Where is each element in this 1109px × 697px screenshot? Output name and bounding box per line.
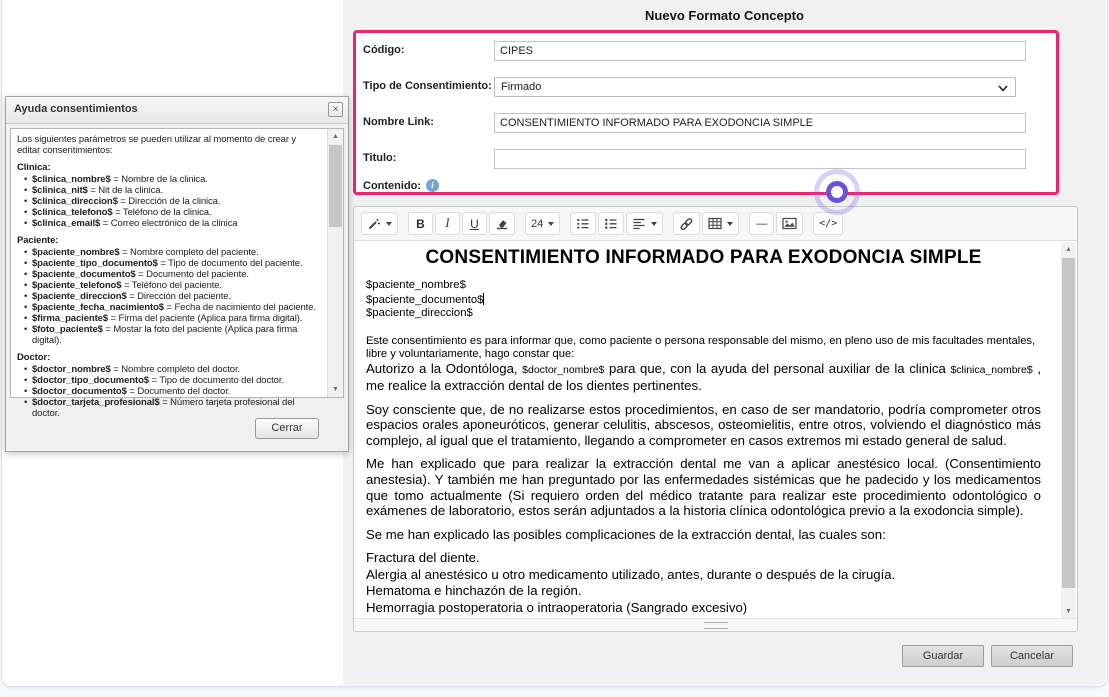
- help-scrollbar[interactable]: [327, 129, 343, 397]
- link-icon: [679, 217, 694, 231]
- help-parameter-item: • $paciente_nombre$ = Nombre completo del paciente.: [17, 247, 321, 258]
- help-parameter-item: • $paciente_documento$ = Documento del paciente.: [17, 269, 321, 280]
- editor-content-area[interactable]: [354, 241, 1077, 620]
- scroll-down-icon[interactable]: ▼: [1065, 608, 1072, 615]
- editor-statusbar: [354, 618, 1077, 631]
- help-parameter-item: • $paciente_telefono$ = Teléfono del paciente.: [17, 280, 321, 291]
- eraser-icon: [495, 217, 509, 230]
- insert-image-button[interactable]: [776, 212, 803, 235]
- variable-line: $paciente_nombre$: [366, 279, 466, 291]
- tipo-consentimiento-label: Tipo de Consentimiento:: [363, 80, 492, 92]
- style-magic-button[interactable]: [361, 212, 398, 235]
- help-section-title: Paciente:: [17, 235, 59, 246]
- help-parameter-item: • $firma_paciente$ = Firma del paciente (Aplica para firma digital).: [17, 313, 321, 324]
- help-dialog-titlebar[interactable]: [6, 97, 348, 124]
- underline-button[interactable]: U: [462, 212, 487, 235]
- help-parameter-item: • $clinica_telefono$ = Teléfono de la clinica.: [17, 207, 321, 218]
- help-intro-text: Los siguientes parámetros se pueden utilizar al momento de crear y editar consentimientos:: [17, 134, 297, 156]
- complication-line: Fractura del diente.: [366, 550, 480, 566]
- clear-format-button[interactable]: [489, 212, 515, 235]
- nombre-link-label: Nombre Link:: [363, 116, 434, 128]
- help-parameter-item: • $clinica_email$ = Correo electrónico de la clinica: [17, 218, 321, 229]
- inline-variable: $doctor_nombre$: [522, 363, 605, 376]
- help-parameter-item: • $paciente_direccion$ = Dirección del paciente.: [17, 291, 321, 302]
- horizontal-rule-button[interactable]: —: [749, 212, 774, 235]
- info-icon[interactable]: i: [426, 179, 439, 192]
- page-title: Nuevo Formato Concepto: [645, 8, 804, 23]
- help-scrollbar-thumb[interactable]: [329, 145, 342, 227]
- variable-line: $paciente_direccion$: [366, 307, 473, 319]
- unordered-list-button[interactable]: [570, 212, 596, 235]
- ordered-list-button[interactable]: [598, 212, 624, 235]
- align-left-icon: [632, 217, 646, 230]
- italic-button[interactable]: I: [435, 212, 460, 235]
- titulo-label: Titulo:: [363, 152, 397, 164]
- click-indicator-icon: [826, 181, 848, 203]
- help-parameter-item: • $clinica_nit$ = Nit de la clinica.: [17, 185, 321, 196]
- close-icon[interactable]: ×: [328, 102, 343, 117]
- guardar-button[interactable]: Guardar: [902, 645, 984, 667]
- insert-link-button[interactable]: [673, 212, 700, 235]
- help-parameter-item: • $doctor_tipo_documento$ = Tipo de documento del doctor.: [17, 375, 321, 386]
- help-parameter-item: • $doctor_tarjeta_profesional$ = Número tarjeta profesional del doctor.: [17, 397, 321, 419]
- editor-toolbar: [354, 207, 1077, 241]
- bullet-list-icon: [576, 217, 590, 230]
- tipo-consentimiento-select[interactable]: [494, 77, 1016, 97]
- help-parameter-item: • $doctor_documento$ = Documento del doctor.: [17, 386, 321, 397]
- paragraph-autorizo: Autorizo a la Odontóloga, $doctor_nombre$ para que, con la ayuda del personal auxiliar de la clinica $clinica_nombre$ , me realice la extracción dental de los dientes pertinentes.: [366, 360, 1041, 394]
- document-heading: CONSENTIMIENTO INFORMADO PARA EXODONCIA SIMPLE: [425, 247, 982, 268]
- bold-button[interactable]: B: [408, 212, 433, 235]
- help-section-title: Doctor:: [17, 352, 51, 363]
- paragraph-complicaciones: Se me han explicado las posibles complicaciones de la extracción dental, las cuales son:: [366, 526, 886, 542]
- codigo-input[interactable]: [494, 41, 1026, 61]
- inline-variable: $clinica_nombre$: [950, 363, 1033, 376]
- complication-line: Hematoma e hinchazón de la región.: [366, 583, 582, 599]
- paragraph-soy-consciente: Soy consciente que, de no realizarse estos procedimientos, en caso de ser mandatorio, podría comprometer otros espacios orales aponeuróticos, generar celulitis, abscesos, osteomielitis, entre otros, volviendo el diagnóstico más complejo, al igual que el tratamiento, llegando a comprometer en casos extremos mi estado general de salud.: [366, 401, 1041, 448]
- scroll-up-icon[interactable]: ▲: [1065, 246, 1072, 253]
- editor-scrollbar-thumb[interactable]: [1062, 258, 1075, 588]
- font-size-value: 24: [531, 217, 544, 230]
- magic-wand-icon: [367, 217, 381, 231]
- scroll-down-icon[interactable]: ▼: [332, 386, 339, 393]
- font-size-button[interactable]: [525, 212, 560, 235]
- help-sections: [17, 162, 321, 419]
- cerrar-button[interactable]: Cerrar: [255, 418, 319, 439]
- table-icon: [708, 217, 722, 230]
- titulo-input[interactable]: [494, 149, 1026, 169]
- help-dialog-footer: [6, 402, 348, 452]
- insert-table-button[interactable]: [702, 212, 739, 235]
- contenido-editor: [353, 206, 1078, 632]
- help-parameter-item: • $clinica_nombre$ = Nombre de la clinica.: [17, 174, 321, 185]
- help-parameter-item: • $paciente_fecha_nacimiento$ = Fecha de nacimiento del paciente.: [17, 302, 321, 313]
- complication-line: Alergia al anestésico u otro medicamento utilizado, antes, durante o después de la cirugía.: [366, 566, 896, 582]
- text-caret: [483, 293, 484, 305]
- resize-handle[interactable]: [704, 622, 728, 629]
- help-section-title: Clinica:: [17, 162, 51, 173]
- numbered-list-icon: [604, 217, 618, 230]
- nombre-link-input[interactable]: [494, 113, 1026, 133]
- image-icon: [782, 217, 797, 230]
- concept-form-panel: [343, 0, 1106, 685]
- app-window: [1, 0, 1108, 687]
- help-dialog-title: Ayuda consentimientos: [14, 103, 138, 115]
- contenido-label: Contenido:: [363, 179, 422, 192]
- help-parameter-item: • $paciente_tipo_documento$ = Tipo de documento del paciente.: [17, 258, 321, 269]
- help-parameter-item: • $clinica_direccion$ = Dirección de la clinica.: [17, 196, 321, 207]
- complication-line: Hemorragia postoperatoria o intraoperatoria (Sangrado excesivo): [366, 599, 748, 615]
- form-highlight-box: [353, 30, 1059, 195]
- help-dialog: [5, 96, 349, 452]
- paragraph-intro: Este consentimiento es para informar que, como paciente o persona responsable del mismo, en pleno uso de mis facultades mentales, libre y voluntariamente, hago constar que:: [366, 334, 1036, 360]
- paragraph-align-button[interactable]: [626, 212, 663, 235]
- chevron-down-icon: [998, 85, 1008, 92]
- paragraph-anestesia: Me han explicado que para realizar la extracción dental me van a aplicar anestésico local. (Consentimiento anestesia). Y también me han preguntado por las enfermedades sistémicas que he padecido y los medicamentos que tomo actualmente (Si requiero orden del médico tratante para realizar este procedimiento odontológico o exámenes de laboratorio, estos serán adjuntados a la historia clínica odontológica previo a la exodoncia simple).: [366, 456, 1041, 519]
- tipo-consentimiento-value: Firmado: [501, 81, 542, 93]
- codigo-label: Código:: [363, 44, 405, 56]
- help-parameter-item: • $doctor_nombre$ = Nombre completo del doctor.: [17, 364, 321, 375]
- help-parameter-item: • $foto_paciente$ = Mostar la foto del paciente (Aplica para firma digital).: [17, 324, 321, 346]
- scroll-up-icon[interactable]: ▲: [332, 133, 339, 140]
- cancelar-button[interactable]: Cancelar: [991, 645, 1073, 667]
- help-dialog-body: [10, 128, 344, 419]
- variable-line: $paciente_documento$: [366, 293, 484, 306]
- editor-scrollbar[interactable]: [1061, 242, 1076, 619]
- editor-variable-lines: [366, 279, 1041, 321]
- code-view-button[interactable]: </>: [813, 212, 843, 235]
